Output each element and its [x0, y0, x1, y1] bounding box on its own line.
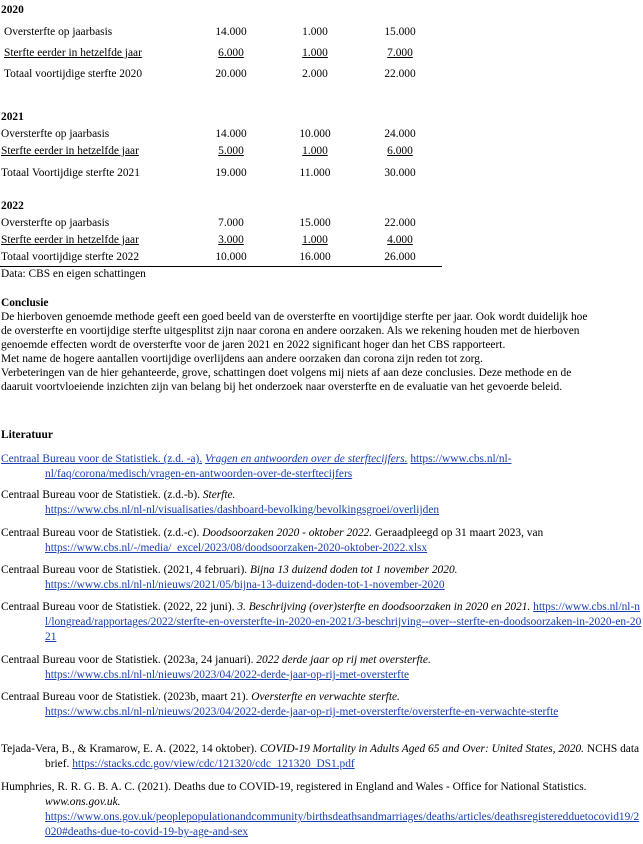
conclusie-paragraph: De hierboven genoemde methode geeft een goed beeld van de oversterfte en voortijdige sterfte per jaar. Ook wordt duidelijk hoe de oversterfte en voortijdige sterfte uitgesplitst zijn naar corona en andere oorzaken. Als we rekening houden met de hierboven genoemde effecten wordt de oversterfte voor de jaren 2021 en 2022 significant hoger dan het CBS rapporteert.	[1, 311, 588, 351]
reference-item	[1, 488, 643, 518]
conclusie-paragraph: Verbeteringen van de hier gehanteerde, grove, schattingen doet volgens mij niets af aan deze conclusies. Deze methode en de daaruit voortvloeiende inzichten zijn van belang bij het onderzoek naar oversterfte en de evaluatie van het gevoerde beleid.	[1, 367, 572, 393]
row-label: Oversterfte op jaarbasis	[1, 128, 110, 140]
reference-url[interactable]: https://www.cbs.nl/nl-nl/nieuws/2023/04/2022-derde-jaar-op-rij-met-oversterfte	[45, 669, 410, 681]
row-label: Oversterfte op jaarbasis	[1, 217, 110, 229]
cell-value: 11.000	[299, 167, 331, 179]
reference-title: Sterfte.	[202, 489, 236, 501]
cell-value: 7.000	[387, 47, 413, 59]
cell-value: 2.000	[302, 68, 328, 80]
reference-extra: NCHS data brief.	[45, 743, 640, 770]
reference-extra: Geraadpleegd op 31 maart 2023, van	[374, 527, 544, 539]
literatuur-heading: Literatuur	[1, 429, 53, 441]
cell-value: 10.000	[299, 128, 331, 140]
cell-value: 6.000	[218, 47, 244, 59]
cell-value: 1.000	[302, 234, 328, 246]
cell-value: 1.000	[302, 26, 328, 38]
reference-url[interactable]: https://www.cbs.nl/-/media/_excel/2023/08/doodsoorzaken-2020-oktober-2022.xlsx	[45, 542, 428, 554]
cell-value: 22.000	[384, 68, 416, 80]
row-label: Totaal voortijdige sterfte 2020	[4, 68, 143, 80]
reference-author[interactable]: Centraal Bureau voor de Statistiek. (z.d. -a).	[1, 453, 203, 465]
reference-url[interactable]: https://stacks.cdc.gov/view/cdc/121320/cdc_121320_DS1.pdf	[72, 758, 355, 770]
reference-author: Centraal Bureau voor de Statistiek. (z.d.-b).	[1, 489, 200, 501]
cell-value: 26.000	[384, 251, 416, 263]
reference-author: Centraal Bureau voor de Statistiek. (z.d.-c).	[1, 527, 200, 539]
cell-value: 1.000	[302, 47, 328, 59]
cell-value: 10.000	[215, 251, 247, 263]
cell-value: 24.000	[384, 128, 416, 140]
cell-value: 22.000	[384, 217, 416, 229]
reference-author: Centraal Bureau voor de Statistiek. (2023a, 24 januari).	[1, 654, 254, 666]
reference-item	[1, 690, 643, 720]
reference-title: Oversterfte en verwachte sterfte.	[251, 691, 400, 703]
reference-author: Centraal Bureau voor de Statistiek. (2021, 4 februari).	[1, 564, 248, 576]
reference-item	[1, 653, 643, 683]
reference-author: Tejada-Vera, B., & Kramarow, E. A. (2022, 14 oktober).	[1, 743, 257, 755]
cell-value: 5.000	[218, 145, 244, 157]
reference-url[interactable]: https://www.cbs.nl/nl-nl/visualisaties/dashboard-bevolking/bevolkingsgroei/overlijden	[45, 504, 440, 516]
cell-value: 14.000	[215, 26, 247, 38]
cell-value: 19.000	[215, 167, 247, 179]
reference-title[interactable]: Vragen en antwoorden over de sterftecijfers.	[205, 453, 408, 465]
conclusie-paragraph: Met name de hogere aantallen voortijdige overlijdens aan andere oorzaken dan corona zijn reden tot zorg.	[1, 353, 483, 365]
row-label: Sterfte eerder in hetzelfde jaar	[1, 145, 139, 157]
reference-url[interactable]: https://www.ons.gov.uk/peoplepopulationandcommunity/birthsdeathsandmarriages/deaths/articles/deathsregisteredduetocovid19/2020#deaths-due-to-covid-19-by-age-and-sex	[45, 811, 640, 838]
reference-url[interactable]: https://www.cbs.nl/nl-nl/nieuws/2021/05/bijna-13-duizend-doden-tot-1-november-2020	[45, 579, 445, 591]
reference-author: Centraal Bureau voor de Statistiek. (2023b, maart 21).	[1, 691, 249, 703]
cell-value: 16.000	[299, 251, 331, 263]
cell-value: 4.000	[387, 234, 413, 246]
reference-url[interactable]: https://www.cbs.nl/nl-nl/longread/rapportages/2022/sterfte-en-oversterfte-in-2020-en-2021/3-beschrijving--over--sterfte-en-doodsoorzaken-in-2020-en-2021	[45, 601, 642, 643]
cell-value: 14.000	[215, 128, 247, 140]
reference-title: Doodsoorzaken 2020 - oktober 2022.	[202, 527, 373, 539]
cell-value: 20.000	[215, 68, 247, 80]
reference-author: Centraal Bureau voor de Statistiek. (2022, 22 juni).	[1, 601, 235, 613]
reference-item	[1, 526, 643, 556]
reference-title: www.ons.gov.uk.	[45, 796, 121, 808]
reference-title: Bijna 13 duizend doden tot 1 november 2020.	[249, 564, 458, 576]
reference-item	[1, 780, 643, 840]
conclusie-body	[1, 310, 596, 394]
reference-author: Humphries, R. R. G. B. A. C. (2021). Deaths due to COVID-19, registered in England and Wales - Office for National Statistics.	[1, 781, 587, 793]
cell-value: 15.000	[299, 217, 331, 229]
cell-value: 7.000	[218, 217, 244, 229]
cell-value: 30.000	[384, 167, 416, 179]
reference-title: COVID-19 Mortality in Adults Aged 65 and Over: United States, 2020.	[259, 743, 584, 755]
reference-item	[1, 452, 643, 482]
data-source: Data: CBS en eigen schattingen	[1, 268, 146, 280]
cell-value: 3.000	[218, 234, 244, 246]
row-label: Sterfte eerder in hetzelfde jaar	[1, 234, 139, 246]
cell-value: 15.000	[384, 26, 416, 38]
year-heading-2021: 2021	[1, 111, 24, 123]
year-heading-2022: 2022	[1, 200, 24, 212]
reference-url[interactable]: https://www.cbs.nl/nl-nl/faq/corona/medisch/vragen-en-antwoorden-over-de-sterftecijfers	[45, 453, 512, 480]
row-label: Totaal Voortijdige sterfte 2021	[1, 167, 140, 179]
conclusie-heading: Conclusie	[1, 297, 49, 309]
reference-item	[1, 563, 643, 593]
year-heading-2020: 2020	[1, 4, 24, 16]
reference-title: 2022 derde jaar op rij met oversterfte.	[256, 654, 431, 666]
reference-url[interactable]: https://www.cbs.nl/nl-nl/nieuws/2023/04/2022-derde-jaar-op-rij-met-oversterfte/oversterfte-en-verwachte-sterfte	[45, 706, 559, 718]
cell-value: 6.000	[387, 145, 413, 157]
row-label: Oversterfte op jaarbasis	[4, 26, 113, 38]
cell-value: 1.000	[302, 145, 328, 157]
reference-item	[1, 742, 643, 772]
row-label: Sterfte eerder in hetzelfde jaar	[4, 47, 142, 59]
reference-title: 3. Beschrijving (over)sterfte en doodsoorzaken in 2020 en 2021.	[237, 601, 531, 613]
row-label: Totaal voortijdige sterfte 2022	[1, 251, 140, 263]
reference-item	[1, 600, 643, 645]
